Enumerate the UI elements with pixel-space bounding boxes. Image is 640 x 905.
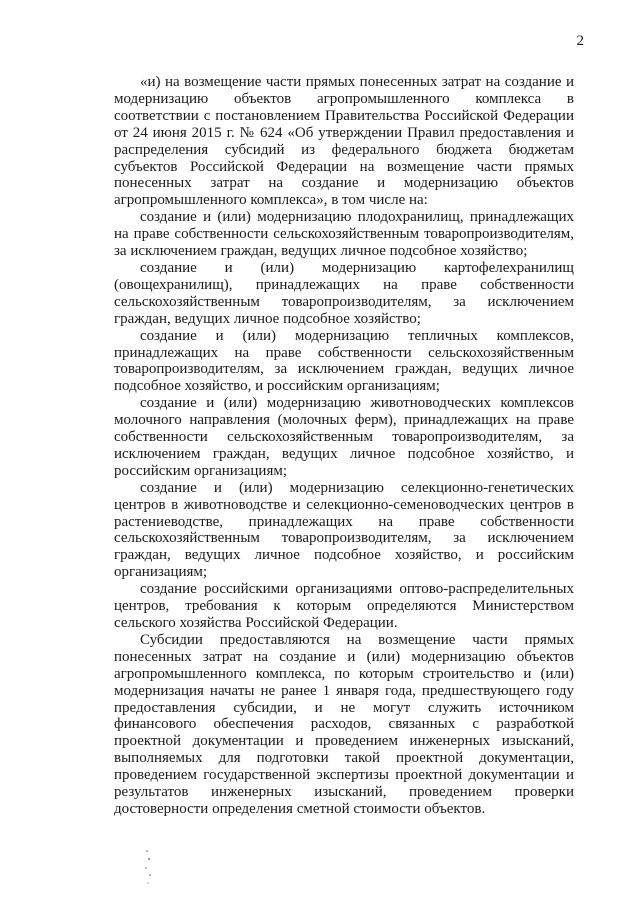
scan-speck-marks (138, 848, 158, 888)
paragraph-fruit-storage: создание и (или) модернизацию плодохранилищ, принадлежащих на праве собственности сельскохозяйственным товаропроизводителям, за исключением граждан, ведущих личное подсобное хозяйство; (114, 209, 574, 260)
paragraph-dairy-complexes: создание и (или) модернизацию животноводческих комплексов молочного направления (молочных ферм), принадлежащих на праве собственности сельскохозяйственным товаропроизводителям, за исключением граждан, ведущих личное подсобное хозяйство, и российским организациям; (114, 395, 574, 479)
paragraph-greenhouse-complexes: создание и (или) модернизацию тепличных комплексов, принадлежащих на праве собственности сельскохозяйственным товаропроизводителям, за исключением граждан, ведущих личное подсобное хозяйство, и российским организациям; (114, 327, 574, 395)
paragraph-subsidy-conditions: Субсидии предоставляются на возмещение части прямых понесенных затрат на создание и (или) модернизацию объектов агропромышленного комплекса, по которым строительство и (или) модернизация начаты не ранее 1 января года, предшествующего году предоставления субсидии, и не могут служить источником финансового обеспечения расходов, связанных с разработкой проектной документации и проведением инженерных изысканий, выполняемых для подготовки такой проектной документации, проведением государственной экспертизы проектной документации и результатов инженерных изысканий, проведением проверки достоверности определения сметной стоимости объектов. (114, 631, 574, 817)
page-number: 2 (576, 33, 584, 49)
paragraph-potato-storage: создание и (или) модернизацию картофелехранилищ (овощехранилищ), принадлежащих на праве собственности сельскохозяйственным товаропроизводителям, за исключением граждан, ведущих личное подсобное хозяйство; (114, 259, 574, 327)
paragraph-breeding-centers: создание и (или) модернизацию селекционно-генетических центров в животноводстве и селекционно-семеноводческих центров в растениеводстве, принадлежащих на праве собственности сельскохозяйственным товаропроизводителям, за исключением граждан, ведущих личное подсобное хозяйство, и российским организациям; (114, 479, 574, 581)
paragraph-distribution-centers: создание российскими организациями оптово-распределительных центров, требования к которым определяются Министерством сельского хозяйства Российской Федерации. (114, 581, 574, 631)
paragraph-intro: «и) на возмещение части прямых понесенных затрат на создание и модернизацию объектов агропромышленного комплекса в соответствии с постановлением Правительства Российской Федерации от 24 июня 2015 г. № 624 «Об утверждении Правил предоставления и распределения субсидий из федерального бюджета бюджетам субъектов Российской Федерации на возмещение части прямых понесенных затрат на создание и модернизацию объектов агропромышленного комплекса», в том числе на: (114, 74, 574, 209)
document-body (114, 74, 574, 818)
